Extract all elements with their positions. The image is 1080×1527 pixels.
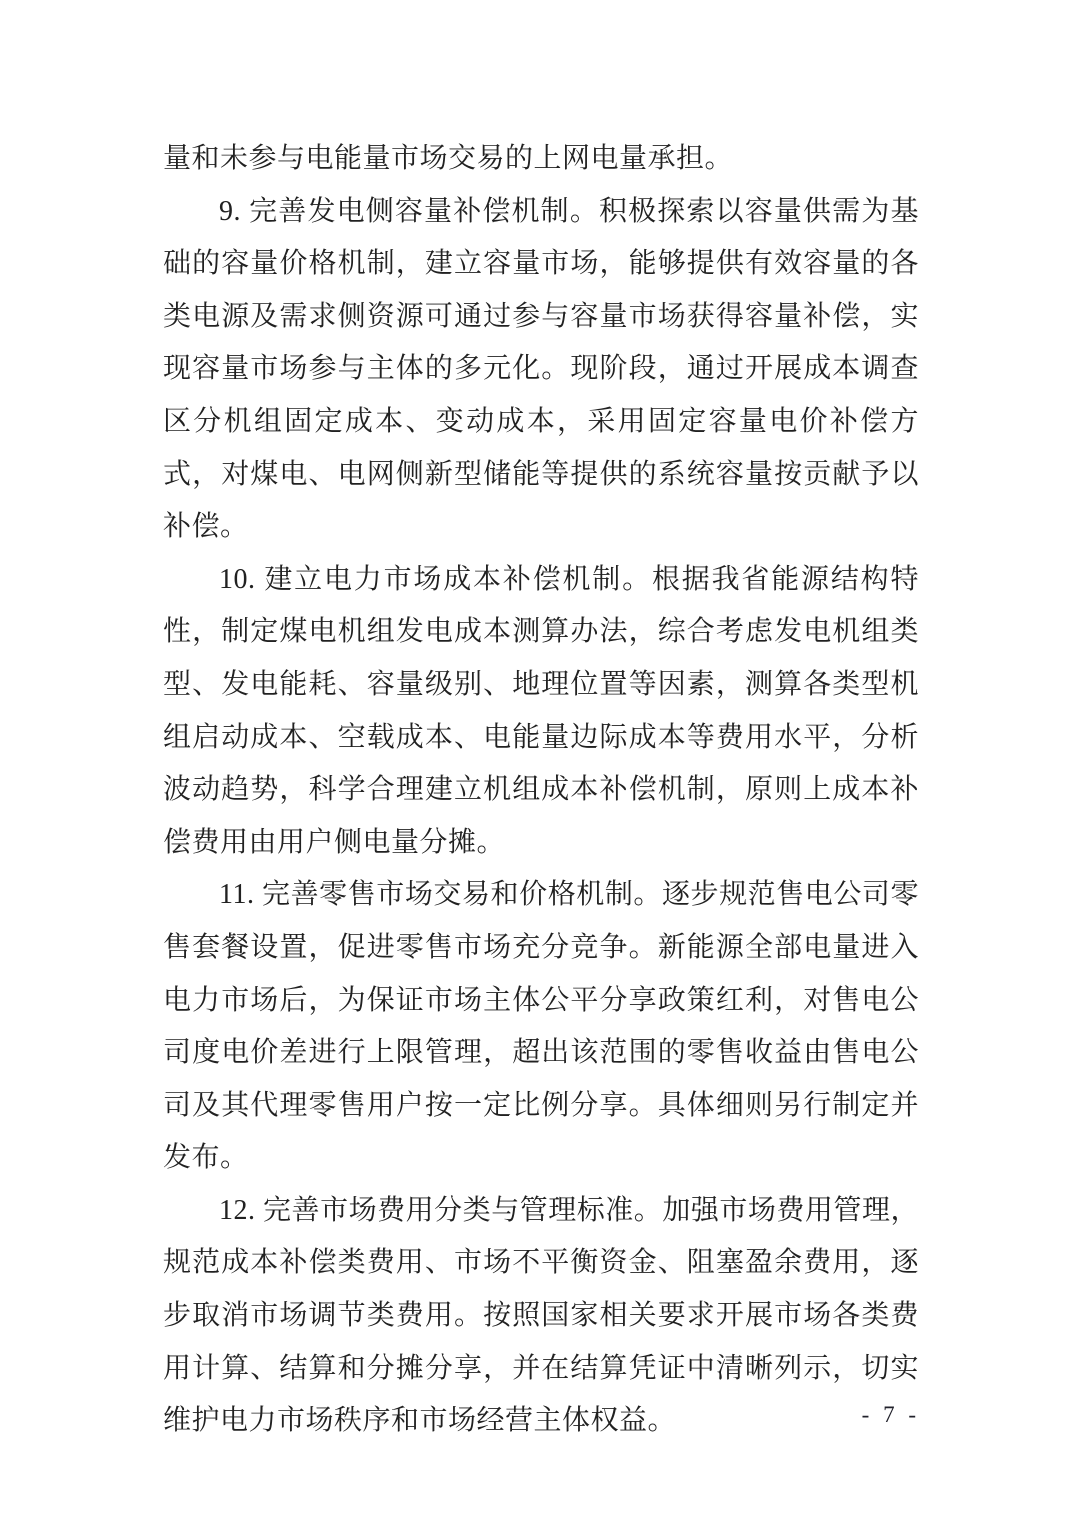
paragraph-continuation: 量和未参与电能量市场交易的上网电量承担。 — [163, 143, 734, 174]
document-body — [163, 133, 919, 1448]
paragraph-item-12: 12. 完善市场费用分类与管理标准。加强市场费用管理，规范成本补偿类费用、市场不平衡资金、阻塞盈余费用，逐步取消市场调节类费用。按照国家相关要求开展市场各类费用计算、结算和分摊分享，并在结算凭证中清晰列示，切实维护电力市场秩序和市场经营主体权益。 — [163, 1194, 919, 1437]
paragraph-item-10: 10. 建立电力市场成本补偿机制。根据我省能源结构特性，制定煤电机组发电成本测算办法，综合考虑发电机组类型、发电能耗、容量级别、地理位置等因素，测算各类型机组启动成本、空载成本、电能量边际成本等费用水平，分析波动趋势，科学合理建立机组成本补偿机制，原则上成本补偿费用由用户侧电量分摊。 — [163, 563, 919, 858]
page-number: - 7 - — [861, 1402, 920, 1427]
paragraph-item-9: 9. 完善发电侧容量补偿机制。积极探索以容量供需为基础的容量价格机制，建立容量市场，能够提供有效容量的各类电源及需求侧资源可通过参与容量市场获得容量补偿，实现容量市场参与主体的多元化。现阶段，通过开展成本调查区分机组固定成本、变动成本，采用固定容量电价补偿方式，对煤电、电网侧新型储能等提供的系统容量按贡献予以补偿。 — [163, 195, 919, 543]
paragraph-item-11: 11. 完善零售市场交易和价格机制。逐步规范售电公司零售套餐设置，促进零售市场充分竞争。新能源全部电量进入电力市场后，为保证市场主体公平分享政策红利，对售电公司度电价差进行上限管理，超出该范围的零售收益由售电公司及其代理零售用户按一定比例分享。具体细则另行制定并发布。 — [163, 879, 919, 1174]
